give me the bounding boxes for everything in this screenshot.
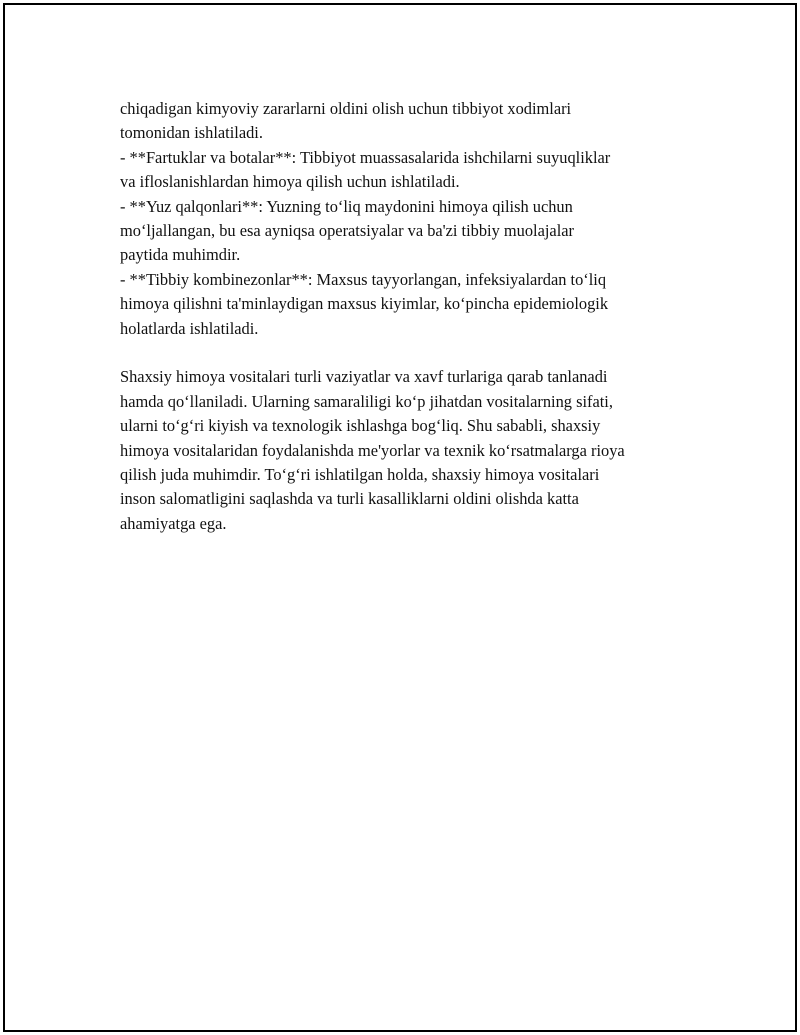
text-line: chiqadigan kimyoviy zararlarni oldini olish uchun tibbiyot xodimlari (120, 99, 572, 118)
summary-paragraph (120, 365, 710, 536)
text-line: qilish juda muhimdir. To‘g‘ri ishlatilgan holda, shaxsiy himoya vositalari (120, 465, 600, 485)
list-item-tibbiy-kombinezonlar: - **Tibbiy kombinezonlar**: Maxsus tayyorlangan, infeksiyalardan to‘liq (120, 269, 607, 289)
text-line: mo‘ljallangan, bu esa ayniqsa operatsiyalar va ba'zi tibbiy muolajalar (120, 221, 574, 241)
text-line: Shaxsiy himoya vositalari turli vaziyatlar va xavf turlariga qarab tanlanadi (120, 367, 608, 387)
page-border (3, 3, 797, 1032)
list-item-fartuklar: - **Fartuklar va botalar**: Tibbiyot muassasalarida ishchilarni suyuqliklar (120, 147, 611, 167)
list-continuation-block (120, 97, 710, 341)
text-line: himoya vositalaridan foydalanishda me'yorlar va texnik ko‘rsatmalarga rioya (120, 440, 625, 460)
list-item-yuz-qalqonlari: - **Yuz qalqonlari**: Yuzning to‘liq maydonini himoya qilish uchun (120, 196, 573, 216)
text-line: inson salomatligini saqlashda va turli kasalliklarni oldini olishda katta (120, 489, 579, 509)
text-line: paytida muhimdir. (120, 245, 241, 265)
text-line: ularni to‘g‘ri kiyish va texnologik ishlashga bog‘liq. Shu sababli, shaxsiy (120, 416, 601, 436)
text-line: tomonidan ishlatiladi. (120, 123, 263, 143)
text-line: himoya qilishni ta'minlaydigan maxsus kiyimlar, ko‘pincha epidemiologik (120, 294, 609, 314)
text-line: ahamiyatga ega. (120, 513, 227, 533)
paragraph-spacer (120, 341, 710, 365)
page-body (120, 97, 710, 536)
text-line: holatlarda ishlatiladi. (120, 318, 259, 338)
text-line: hamda qo‘llaniladi. Ularning samaraliligi ko‘p jihatdan vositalarning sifati, (120, 391, 613, 411)
text-line: va ifloslanishlardan himoya qilish uchun ishlatiladi. (120, 172, 460, 192)
